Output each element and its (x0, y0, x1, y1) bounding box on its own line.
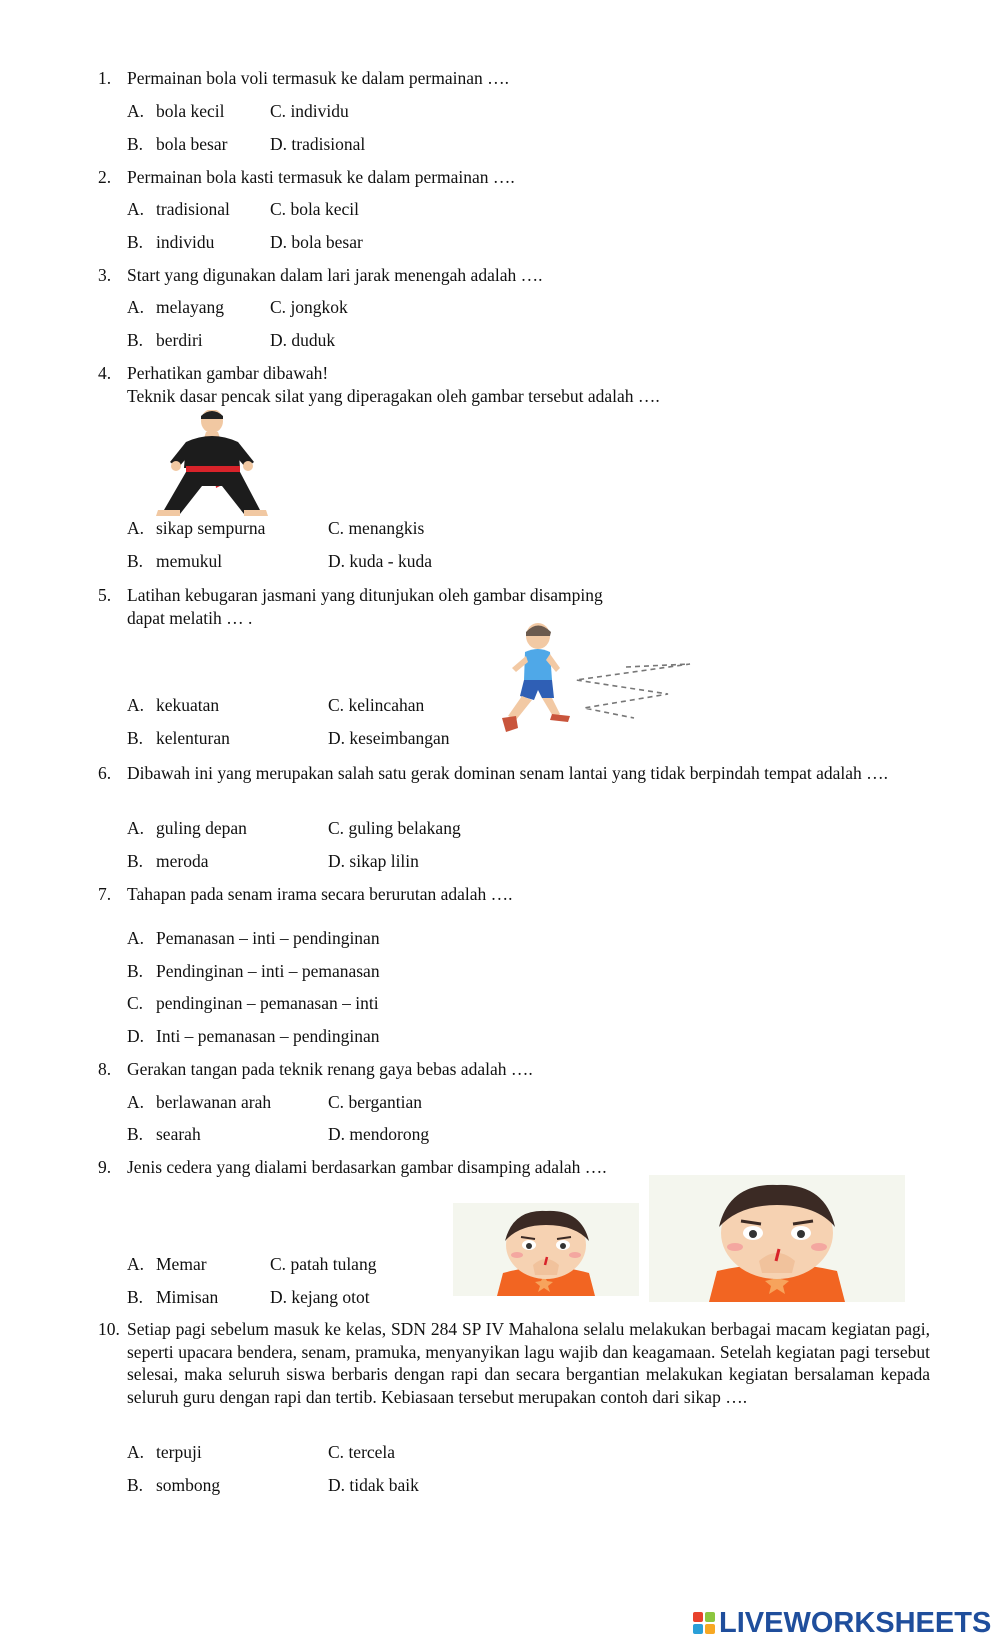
question-10-option-d[interactable] (328, 1474, 419, 1496)
option-text: bola kecil (290, 199, 359, 219)
option-letter: D. (270, 232, 288, 252)
option-letter: D. (328, 851, 346, 871)
option-text: sombong (156, 1475, 221, 1495)
option-letter: D. (328, 728, 346, 748)
option-letter: D. (270, 1287, 288, 1307)
nosebleed-boy-small-image (453, 1203, 639, 1296)
option-text: guling depan (156, 818, 247, 838)
option-text: individu (156, 232, 215, 252)
question-8-number: 8. (98, 1059, 112, 1079)
option-letter: B. (127, 330, 144, 350)
option-letter: B. (127, 1475, 144, 1495)
option-text: tercela (348, 1442, 396, 1462)
question-5-option-a[interactable] (127, 694, 219, 716)
option-letter: D. (270, 134, 288, 154)
question-2-text: Permainan bola kasti termasuk ke dalam permainan …. (127, 167, 515, 187)
question-3-option-c[interactable] (270, 296, 348, 318)
question-9-text: Jenis cedera yang dialami berdasarkan gambar disamping adalah …. (127, 1157, 607, 1177)
option-letter: C. (328, 518, 345, 538)
question-2-option-c[interactable] (270, 198, 359, 220)
question-3-option-d[interactable] (270, 329, 335, 351)
option-text: kelenturan (156, 728, 230, 748)
option-letter: D. (127, 1026, 145, 1046)
option-letter: D. (270, 330, 288, 350)
option-letter: B. (127, 728, 144, 748)
option-text: bola besar (156, 134, 228, 154)
question-1-option-b[interactable] (127, 133, 227, 155)
question-4-text: Perhatikan gambar dibawah! (127, 363, 329, 383)
option-text: tradisional (156, 199, 230, 219)
question-7-text: Tahapan pada senam irama secara berurutan adalah …. (127, 884, 513, 904)
option-letter: D. (328, 1124, 346, 1144)
option-letter: A. (127, 818, 145, 838)
question-2-option-d[interactable] (270, 231, 363, 253)
pencak-silat-stance-image (128, 410, 283, 520)
question-5-option-b[interactable] (127, 727, 230, 749)
option-letter: D. (328, 1475, 346, 1495)
option-letter: C. (270, 1254, 287, 1274)
option-text: memukul (156, 551, 223, 571)
question-6-option-a[interactable] (127, 817, 247, 839)
question-4-number: 4. (98, 363, 112, 383)
option-text: Pendinginan – inti – pemanasan (156, 961, 380, 981)
question-2-number: 2. (98, 167, 112, 187)
option-letter: C. (270, 199, 287, 219)
question-8-option-d[interactable] (328, 1123, 429, 1145)
option-text: berlawanan arah (156, 1092, 272, 1112)
option-text: searah (156, 1124, 201, 1144)
question-4-option-c[interactable] (328, 517, 424, 539)
option-text: berdiri (156, 330, 203, 350)
question-6-option-d[interactable] (328, 850, 419, 872)
liveworksheets-logo-icon (693, 1612, 715, 1634)
option-text: Inti – pemanasan – pendinginan (156, 1026, 380, 1046)
option-letter: A. (127, 297, 145, 317)
question-1-text: Permainan bola voli termasuk ke dalam permainan …. (127, 68, 509, 88)
option-text: sikap lilin (349, 851, 419, 871)
question-6-option-b[interactable] (127, 850, 208, 872)
option-text: tradisional (291, 134, 366, 154)
liveworksheets-logo[interactable] (693, 1606, 991, 1640)
question-9-option-d[interactable] (270, 1286, 370, 1308)
option-letter: A. (127, 1442, 145, 1462)
question-2-option-b[interactable] (127, 231, 214, 253)
question-1-number: 1. (98, 68, 112, 88)
question-4-option-a[interactable] (127, 517, 265, 539)
question-6-text: Dibawah ini yang merupakan salah satu gerak dominan senam lantai yang tidak berpindah tempat adalah …. (127, 763, 889, 783)
option-text: Mimisan (156, 1287, 219, 1307)
question-2-option-a[interactable] (127, 198, 230, 220)
question-9-option-c[interactable] (270, 1253, 376, 1275)
option-letter: B. (127, 232, 144, 252)
option-text: bola kecil (156, 101, 225, 121)
option-letter: C. (328, 1092, 345, 1112)
question-8-text: Gerakan tangan pada teknik renang gaya bebas adalah …. (127, 1059, 533, 1079)
question-9-number: 9. (98, 1157, 112, 1177)
option-text: melayang (156, 297, 225, 317)
question-9-option-a[interactable] (127, 1253, 207, 1275)
option-letter: A. (127, 928, 145, 948)
question-10-option-c[interactable] (328, 1441, 395, 1463)
question-5-text-line2: dapat melatih … . (127, 608, 253, 628)
option-text: kekuatan (156, 695, 220, 715)
question-3-number: 3. (98, 265, 112, 285)
option-letter: C. (270, 297, 287, 317)
question-1-option-d[interactable] (270, 133, 365, 155)
question-5-option-d[interactable] (328, 727, 450, 749)
question-10-text: Setiap pagi sebelum masuk ke kelas, SDN 284 SP IV Mahalona selalu melakukan berbagai macam kegiatan pagi, seperti upacara bendera, senam, pramuka, menyanyikan lagu wajib dan keagamaan. Setelah kegiatan pagi tersebut selesai, maka seluruh siswa berbaris dengan rapi dan secara bergantian melakukan kegiatan bersalaman kepada seluruh guru dengan rapi dan tertib. Kebiasaan tersebut merupakan contoh dari sikap …. (127, 1319, 930, 1407)
option-letter: C. (328, 1442, 345, 1462)
question-10-number: 10. (98, 1319, 120, 1339)
option-letter: A. (127, 1092, 145, 1112)
question-8-option-b[interactable] (127, 1123, 201, 1145)
question-5-option-c[interactable] (328, 694, 424, 716)
question-1-option-c[interactable] (270, 100, 349, 122)
option-text: pendinginan – pemanasan – inti (156, 993, 379, 1013)
question-10-option-a[interactable] (127, 1441, 202, 1463)
option-letter: C. (270, 101, 287, 121)
question-7-number: 7. (98, 884, 112, 904)
option-text: kuda - kuda (349, 551, 433, 571)
liveworksheets-logo-text: LIVEWORKSHEETS (719, 1606, 992, 1639)
question-6-option-c[interactable] (328, 817, 461, 839)
option-letter: C. (328, 695, 345, 715)
question-3-text: Start yang digunakan dalam lari jarak menengah adalah …. (127, 265, 543, 285)
question-4-option-d[interactable] (328, 550, 432, 572)
option-letter: A. (127, 695, 145, 715)
option-text: mendorong (349, 1124, 430, 1144)
question-6-number: 6. (98, 763, 112, 783)
option-text: bergantian (348, 1092, 422, 1112)
option-text: individu (290, 101, 349, 121)
question-9-option-b[interactable] (127, 1286, 218, 1308)
option-letter: C. (127, 993, 144, 1013)
option-text: terpuji (156, 1442, 202, 1462)
nosebleed-boy-large-image (649, 1175, 905, 1302)
option-text: patah tulang (290, 1254, 377, 1274)
option-letter: B. (127, 134, 144, 154)
option-letter: A. (127, 101, 145, 121)
option-letter: C. (328, 818, 345, 838)
option-text: keseimbangan (349, 728, 450, 748)
option-text: kelincahan (348, 695, 425, 715)
option-text: sikap sempurna (156, 518, 266, 538)
zigzag-running-boy-image (498, 622, 694, 734)
option-text: jongkok (290, 297, 348, 317)
question-8-option-c[interactable] (328, 1091, 422, 1113)
option-text: tidak baik (349, 1475, 419, 1495)
option-letter: A. (127, 518, 145, 538)
question-3-option-a[interactable] (127, 296, 224, 318)
option-text: duduk (291, 330, 336, 350)
option-text: guling belakang (348, 818, 461, 838)
question-5-text: Latihan kebugaran jasmani yang ditunjukan oleh gambar disamping (127, 585, 603, 605)
option-text: Memar (156, 1254, 207, 1274)
question-5-number: 5. (98, 585, 112, 605)
question-8-option-a[interactable] (127, 1091, 271, 1113)
question-7-option-b[interactable] (127, 960, 380, 982)
option-letter: B. (127, 551, 144, 571)
question-7-option-a[interactable] (127, 927, 380, 949)
option-text: meroda (156, 851, 209, 871)
option-letter: A. (127, 1254, 145, 1274)
option-letter: A. (127, 199, 145, 219)
option-text: menangkis (348, 518, 425, 538)
option-text: kejang otot (291, 1287, 370, 1307)
question-7-option-d[interactable] (127, 1025, 380, 1047)
option-letter: B. (127, 1287, 144, 1307)
question-7-option-c[interactable] (127, 992, 379, 1014)
question-4-option-b[interactable] (127, 550, 222, 572)
question-10-option-b[interactable] (127, 1474, 220, 1496)
option-text: Pemanasan – inti – pendinginan (156, 928, 380, 948)
question-4-text-line2: Teknik dasar pencak silat yang diperagakan oleh gambar tersebut adalah …. (127, 386, 660, 406)
option-letter: B. (127, 961, 144, 981)
option-letter: D. (328, 551, 346, 571)
question-1-option-a[interactable] (127, 100, 225, 122)
option-text: bola besar (291, 232, 363, 252)
option-letter: B. (127, 851, 144, 871)
option-letter: B. (127, 1124, 144, 1144)
question-3-option-b[interactable] (127, 329, 203, 351)
